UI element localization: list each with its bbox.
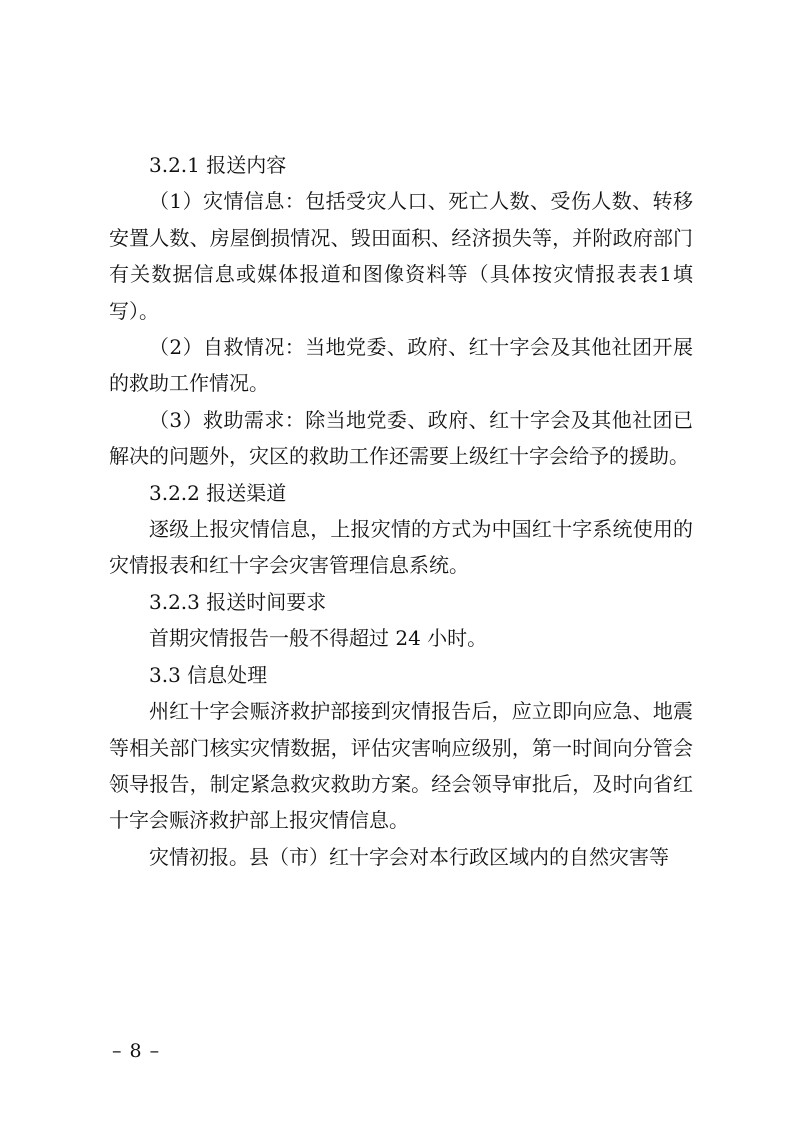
paragraph-rescue-needs: （3）救助需求：除当地党委、政府、红十字会及其他社团已解决的问题外，灾区的救助工作还需要上级红十字会给予的援助。 bbox=[109, 407, 693, 469]
paragraph-initial-report: 灾情初报。县（市）红十字会对本行政区域内的自然灾害等 bbox=[149, 844, 669, 869]
paragraph-report-channel: 逐级上报灾情信息，上报灾情的方式为中国红十字系统使用的灾情报表和红十字会灾害管理信息系统。 bbox=[109, 517, 693, 578]
section-heading-3-2-2: 3.2.2 报送渠道 bbox=[149, 480, 287, 505]
section-heading-3-3: 3.3 信息处理 bbox=[149, 662, 268, 687]
paragraph-info-processing: 州红十字会赈济救护部接到灾情报告后，应立即向应急、地震等相关部门核实灾情数据，评估灾害响应级别，第一时间向分管会领导报告，制定紧急救灾救助方案。经会领导审批后，及时向省红十字会赈济救护部上报灾情信息。 bbox=[109, 699, 693, 833]
paragraph-self-rescue: （2）自救情况：当地党委、政府、红十字会及其他社团开展的救助工作情况。 bbox=[109, 335, 693, 396]
paragraph-time-requirement: 首期灾情报告一般不得超过 24 小时。 bbox=[149, 626, 488, 651]
section-heading-3-2-1: 3.2.1 报送内容 bbox=[149, 153, 287, 177]
section-heading-3-2-3: 3.2.3 报送时间要求 bbox=[149, 589, 327, 614]
document-body bbox=[109, 147, 693, 875]
paragraph-disaster-info: （1）灾情信息：包括受灾人口、死亡人数、受伤人数、转移安置人数、房屋倒损情况、毁田面积、经济损失等，并附政府部门有关数据信息或媒体报道和图像资料等（具体按灾情报表表1填写）。 bbox=[109, 189, 693, 323]
page-number: – 8 – bbox=[112, 1040, 161, 1062]
